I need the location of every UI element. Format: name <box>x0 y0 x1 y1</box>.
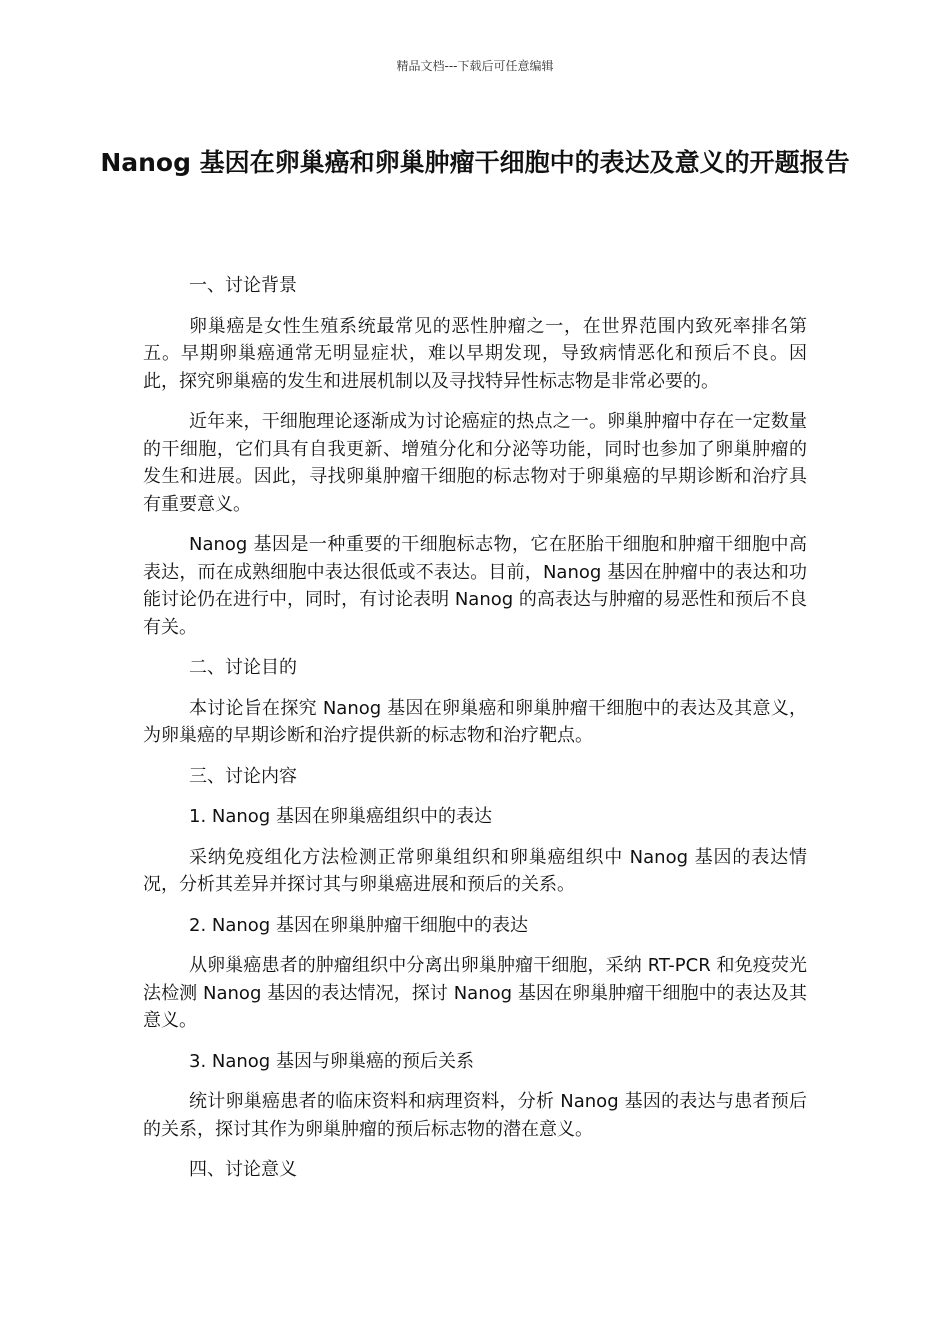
section-heading-background: 一、讨论背景 <box>189 275 297 296</box>
section-heading-content: 三、讨论内容 <box>189 765 297 787</box>
paragraph-background-2: 近年来，干细胞理论逐渐成为讨论癌症的热点之一。卵巢肿瘤中存在一定数量的干细胞，它们具有自我更新、增殖分化和分泌等功能，同时也参加了卵巢肿瘤的发生和进展。因此，寻找卵巢肿瘤干细胞的标志物对于卵巢癌的早期诊断和治疗具有重要意义。 <box>143 411 807 515</box>
document-body <box>143 272 807 1197</box>
content-item-3-title: 3. Nanog 基因与卵巢癌的预后关系 <box>189 1050 474 1072</box>
content-item-1-text: 采纳免疫组化方法检测正常卵巢组织和卵巢癌组织中 Nanog 基因的表达情况，分析其差异并探讨其与卵巢癌进展和预后的关系。 <box>143 846 807 895</box>
paragraph-purpose: 本讨论旨在探究 Nanog 基因在卵巢癌和卵巢肿瘤干细胞中的表达及其意义，为卵巢癌的早期诊断和治疗提供新的标志物和治疗靶点。 <box>143 697 807 746</box>
section-heading-significance: 四、讨论意义 <box>189 1159 297 1180</box>
header-note: 精品文档---下载后可任意编辑 <box>396 59 554 73</box>
paragraph-background-3: Nanog 基因是一种重要的干细胞标志物，它在胚胎干细胞和肿瘤干细胞中高表达，而在成熟细胞中表达很低或不表达。目前，Nanog 基因在肿瘤中的表达和功能讨论仍在进行中，同时，有讨论表明 Nanog 的高表达与肿瘤的易恶性和预后不良有关。 <box>143 534 807 638</box>
content-item-2-text: 从卵巢癌患者的肿瘤组织中分离出卵巢肿瘤干细胞，采纳 RT-PCR 和免疫荧光法检测 Nanog 基因的表达情况，探讨 Nanog 基因在卵巢肿瘤干细胞中的表达及其意义。 <box>143 955 807 1031</box>
document-title: Nanog 基因在卵巢癌和卵巢肿瘤干细胞中的表达及意义的开题报告 <box>100 148 850 177</box>
content-item-1-title: 1. Nanog 基因在卵巢癌组织中的表达 <box>189 806 492 827</box>
section-heading-purpose: 二、讨论目的 <box>189 657 297 678</box>
content-item-2-title: 2. Nanog 基因在卵巢肿瘤干细胞中的表达 <box>189 914 528 936</box>
paragraph-background-1: 卵巢癌是女性生殖系统最常见的恶性肿瘤之一，在世界范围内致死率排名第五。早期卵巢癌通常无明显症状，难以早期发现，导致病情恶化和预后不良。因此，探究卵巢癌的发生和进展机制以及寻找特异性标志物是非常必要的。 <box>143 315 807 392</box>
content-item-3-text: 统计卵巢癌患者的临床资料和病理资料，分析 Nanog 基因的表达与患者预后的关系，探讨其作为卵巢肿瘤的预后标志物的潜在意义。 <box>143 1091 807 1140</box>
